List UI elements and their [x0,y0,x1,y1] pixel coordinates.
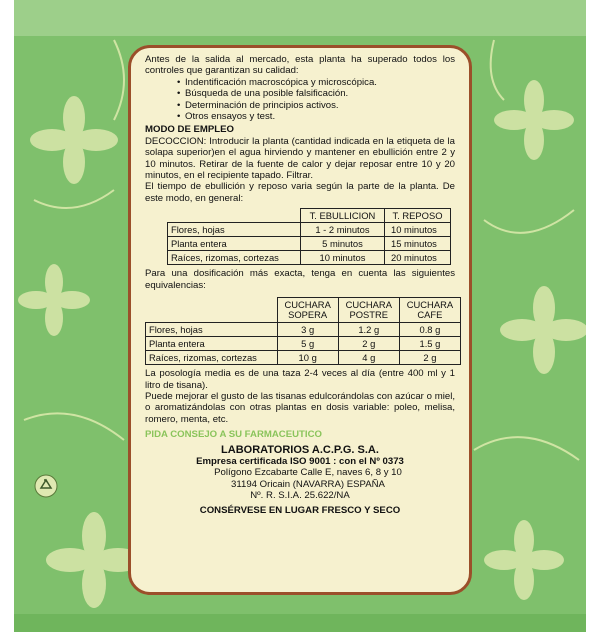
recycle-icon [34,474,58,498]
cell-part: Raíces, rizomas, cortezas [168,251,301,265]
package-bottom-edge [14,614,586,632]
dose-intro: Para una dosificación más exacta, tenga en cuenta las siguientes equivalencias: [145,268,455,291]
cell-rest: 20 minutos [385,251,451,265]
control-item: • Búsqueda de una posible falsificación. [185,88,455,99]
company-address-1: Polígono Ezcabarte Calle E, naves 6, 8 y 10 [214,467,402,479]
quality-intro: Antes de la salida al mercado, esta planta ha superado todos los controles que garantizan su calidad: [145,54,455,77]
control-item: • Otros ensayos y test. [185,111,455,122]
header-cafe: CUCHARA CAFE [399,298,460,323]
advice-text: PIDA CONSEJO A SU FARMACEUTICO [145,429,322,441]
cell-cafe: 1.5 g [399,337,460,351]
storage-text: CONSÉRVESE EN LUGAR FRESCO Y SECO [199,504,401,516]
cell-rest: 10 minutos [385,223,451,237]
time-table [167,208,451,265]
table-row [168,237,451,251]
cell-part: Planta entera [168,237,301,251]
header-rest-time: T. REPOSO [385,209,451,223]
header-boil-time: T. EBULLICION [300,209,384,223]
quality-controls-list [145,77,455,123]
cell-rest: 15 minutos [385,237,451,251]
flavor-text: Puede mejorar el gusto de las tisanas edulcorándolas con azúcar o miel, o aromatizándolas con otras plantas en dosis variable: poleo, melisa, romero, menta, etc. [145,390,455,425]
cell-postre: 2 g [338,337,399,351]
cell-cafe: 0.8 g [399,323,460,337]
company-address-2: 31194 Oricain (NAVARRA) ESPAÑA [231,478,385,490]
table-row [146,337,461,351]
cell-cafe: 2 g [399,351,460,365]
cell-boil: 1 - 2 minutos [300,223,384,237]
table-row [168,251,451,265]
cell-sopera: 10 g [277,351,338,365]
cell-postre: 4 g [338,351,399,365]
cell-boil: 5 minutos [300,237,384,251]
control-item: • Indentificación macroscópica y microscópica. [185,77,455,88]
table-row [168,223,451,237]
company-name: LABORATORIOS A.C.P.G. S.A. [221,443,379,456]
cell-part: Flores, hojas [168,223,301,237]
decoction-text: DECOCCION: Introducir la planta (cantidad indicada en la etiqueta de la solapa superior)en el agua hirviendo y mantener en ebullición entre 2 y 10 minutos. Retirar de la fuente de calor y dejar reposar entre 10 y 20 minutos, en el recipiente tapado. Filtrar. [145,135,455,182]
company-cert: Empresa certificada ISO 9001 : con el Nº 0373 [196,455,404,467]
cell-part: Flores, hojas [146,323,278,337]
company-rsia: Nº. R. S.I.A. 25.622/NA [250,490,350,502]
cell-boil: 10 minutos [300,251,384,265]
table-row [146,351,461,365]
dose-table [145,297,461,365]
cell-part: Planta entera [146,337,278,351]
usage-heading: MODO DE EMPLEO [145,124,235,136]
header-sopera: CUCHARA SOPERA [277,298,338,323]
cell-part: Raíces, rizomas, cortezas [146,351,278,365]
header-postre: CUCHARA POSTRE [338,298,399,323]
cell-postre: 1.2 g [338,323,399,337]
cell-sopera: 3 g [277,323,338,337]
posology-text: La posología media es de una taza 2-4 veces al día (entre 400 ml y 1 litro de tisana). [145,368,455,391]
time-note: El tiempo de ebullición y reposo varia según la parte de la planta. De este modo, en general: [145,181,455,204]
info-panel [128,45,472,595]
cell-sopera: 5 g [277,337,338,351]
table-row [146,323,461,337]
control-item: • Determinación de principios activos. [185,100,455,111]
